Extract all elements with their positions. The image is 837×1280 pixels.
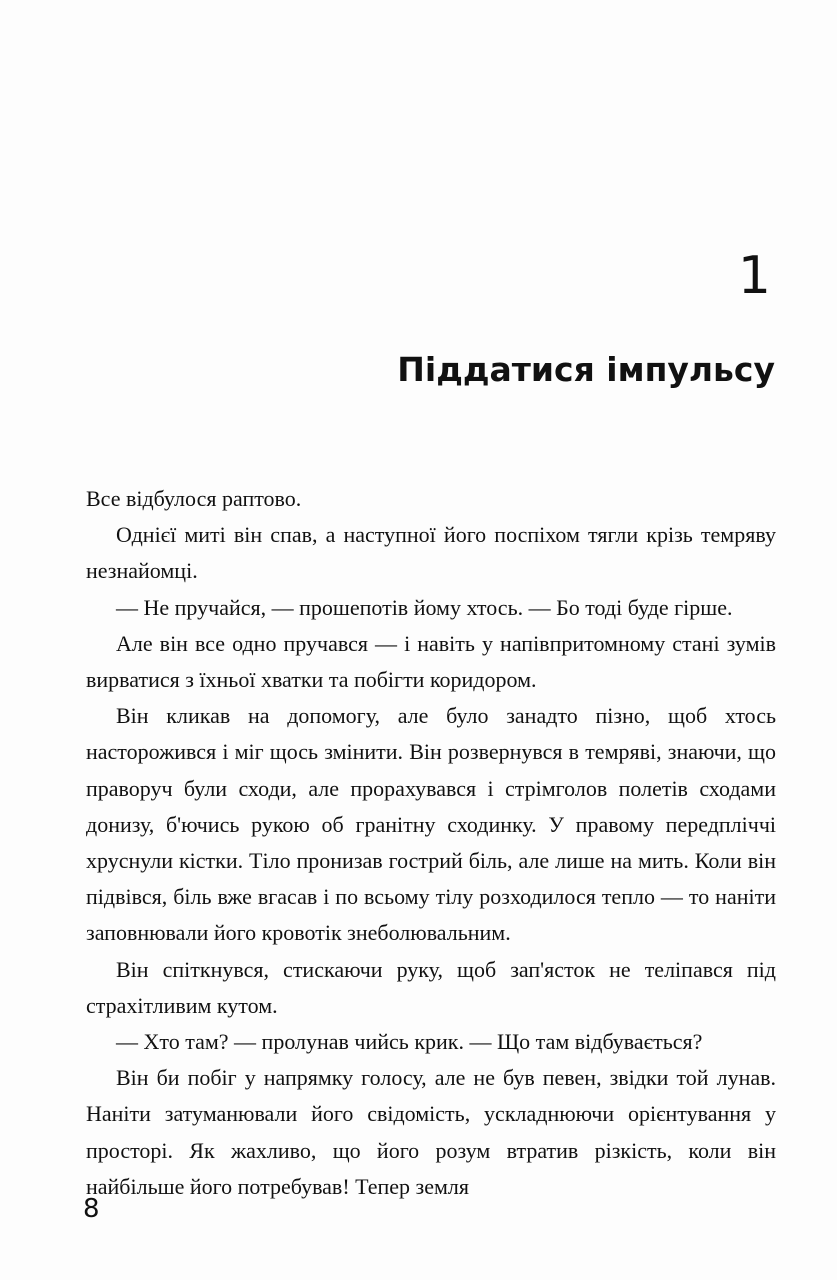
paragraph: Але він все одно пручався — і навіть у напівпритомному стані зумів вирватися з їхньої хватки та побігти коридором. — [86, 630, 776, 693]
paragraph: Він кликав на допомогу, але було занадто пізно, щоб хтось насторожився і міг щось змінити. Він розвернувся в темряві, знаючи, що праворуч були сходи, але прорахувався і стрімголов полетів сходами донизу, б'ючись рукою об гранітну сходинку. У правому передпліччі хруснули кістки. Тіло пронизав гострий біль, але лише на мить. Коли він підвівся, біль вже вгасав і по всьому тілу розходилося тепло — то наніти заповнювали його кровотік знеболювальним. — [86, 703, 776, 946]
page-number: 8 — [83, 1194, 100, 1224]
paragraph: Він спіткнувся, стискаючи руку, щоб зап'ясток не теліпався під страхітливим кутом. — [86, 956, 776, 1018]
chapter-title: Піддатися імпульсу — [397, 350, 775, 389]
paragraph: — Хто там? — пролунав чийсь крик. — Що там відбувається? — [116, 1029, 703, 1055]
body-text — [86, 481, 776, 1205]
paragraph: Він би побіг у напрямку голосу, але не був певен, звідки той лунав. Наніти затуманювали його свідомість, ускладнюючи орієнтування у просторі. Як жахливо, що його розум втратив різкість, коли він найбільше його потребував! Тепер земля — [86, 1065, 776, 1199]
paragraph: — Не пручайся, — прошепотів йому хтось. — Бо тоді буде гірше. — [116, 594, 733, 620]
paragraph: Однієї миті він спав, а наступної його поспіхом тягли крізь темряву незнайомці. — [86, 522, 776, 584]
paragraph: Все відбулося раптово. — [86, 486, 302, 511]
chapter-number: 1 — [737, 246, 771, 306]
